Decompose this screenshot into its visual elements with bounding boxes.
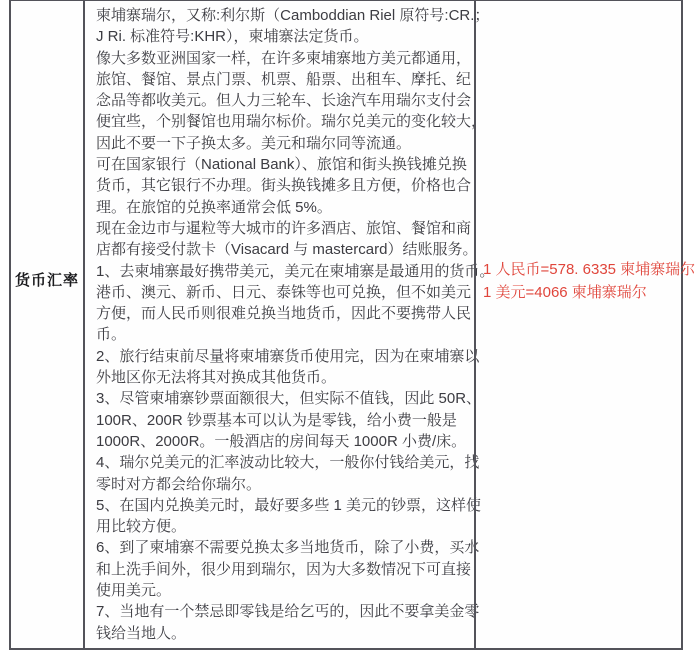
text-line: 方便，而人民币则很难兑换当地货币，因此不要携带人民 [96,305,472,323]
text-line: 柬埔寨瑞尔，又称:利尔斯（Camboddian Riel 原符号:CR.； [96,7,490,24]
text-line: 像大多数亚洲国家一样，在许多柬埔寨地方美元都通用， [96,49,472,67]
text-line: 货币，其它银行不办理。街头换钱摊多且方便，价格也合 [96,177,472,195]
text-line: 和上洗手间外，很少用到瑞尔，因为大多数情况下可直接 [96,560,472,578]
text-line: 4、瑞尔兑美元的汇率波动比较大，一般你付钱给美元，找 [96,454,480,472]
text-line: 因此不要一下子换太多。美元和瑞尔同等流通。 [96,134,412,152]
text-line: 理。在旅馆的兑换率通常会低 5%。 [96,198,332,216]
text-line: 用比较方便。 [96,518,187,536]
text-line: 零时对方都会给你瑞尔。 [96,475,262,493]
text-line: 钱给当地人。 [96,624,187,642]
row-header-cell [11,1,83,648]
text-line: 100R、200R 钞票基本可以认为是零钱，给小费一般是 [96,411,457,429]
exchange-rate-line: 1 美元=4066 柬埔寨瑞尔 [483,284,647,301]
text-line: 3、尽管柬埔寨钞票面额很大，但实际不值钱，因此 50R、 [96,390,482,408]
text-line: 币。 [96,326,127,344]
text-line: 使用美元。 [96,582,172,600]
text-line: 店都有接受付款卡（Visacard 与 mastercard）结账服务。 [96,241,478,259]
text-line: 港币、澳元、新币、日元、泰铢等也可兑换，但不如美元 [96,283,472,301]
text-line: 外地区你无法将其对换成其他货币。 [96,369,337,387]
main-text-cell [83,1,495,648]
text-line: J Ri. 标准符号:KHR），柬埔寨法定货币。 [96,28,369,46]
exchange-rate-line: 1 人民币=578. 6335 柬埔寨瑞尔 [483,261,696,278]
exchange-rate-cell [474,1,697,648]
text-line: 1、去柬埔寨最好携带美元，美元在柬埔寨是最通用的货币。 [96,262,495,280]
text-line: 可在国家银行（National Bank）、旅馆和街头换钱摊兑换 [96,156,467,174]
text-line: 2、旅行结束前尽量将柬埔寨货币使用完，因为在柬埔寨以 [96,347,480,365]
text-line: 念品等都收美元。但人力三轮车、长途汽车用瑞尔支付会 [96,92,472,110]
text-line: 6、到了柬埔寨不需要兑换太多当地货币，除了小费，买水 [96,539,480,557]
text-line: 7、当地有一个禁忌即零钱是给乞丐的，因此不要拿美金零 [96,603,480,621]
text-line: 便宜些，个别餐馆也用瑞尔标价。瑞尔兑美元的变化较大， [96,113,487,131]
currency-exchange-table [9,0,696,650]
text-line: 现在金边市与暹粒等大城市的许多酒店、旅馆、餐馆和商 [96,219,472,237]
text-line: 旅馆、餐馆、景点门票、机票、船票、出租车、摩托、纪 [96,70,472,88]
row-header-label: 货币汇率 [14,272,79,289]
text-line: 5、在国内兑换美元时，最好要多些 1 美元的钞票，这样使 [96,496,482,514]
text-line: 1000R、2000R。一般酒店的房间每天 1000R 小费/床。 [96,432,467,450]
